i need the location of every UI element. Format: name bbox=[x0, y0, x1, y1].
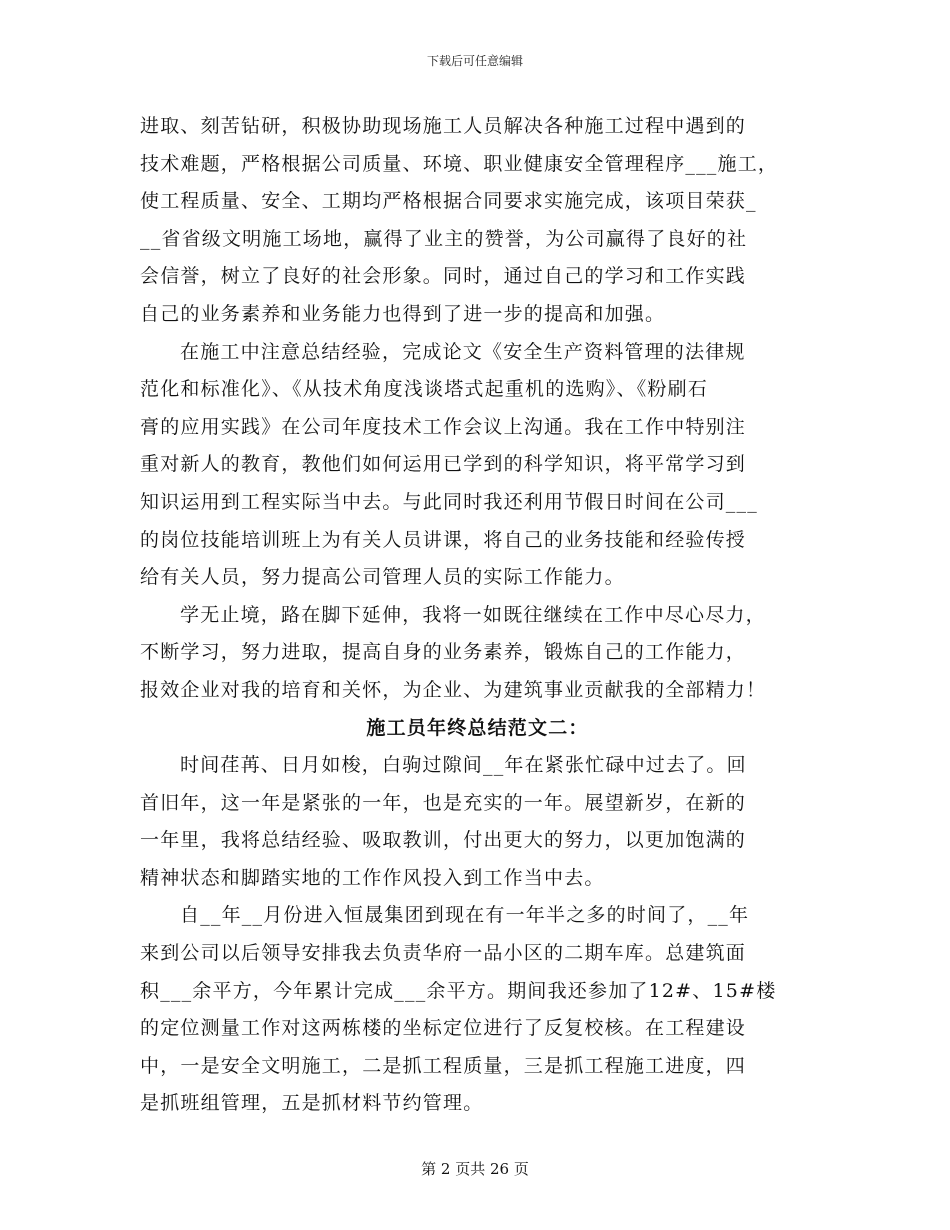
page-header-note: 下载后可任意编辑 bbox=[426, 54, 523, 68]
text-line: 范化和标准化》、《从技术角度浅谈塔式起重机的选购》、《粉刷石 bbox=[140, 378, 709, 401]
text-line: 的定位测量工作对这两栋楼的坐标定位进行了反复校核。在工程建设 bbox=[140, 1017, 747, 1040]
text-line: 是抓班组管理，五是抓材料节约管理。 bbox=[140, 1092, 484, 1115]
text-line: 不断学习，努力进取，提高自身的业务素养，锻炼自己的工作能力， bbox=[140, 641, 747, 664]
section-heading: 施工员年终总结范文二： bbox=[366, 716, 589, 739]
text-line: 精神状态和脚踏实地的工作作风投入到工作当中去。 bbox=[140, 866, 605, 889]
paragraph-start-line: 学无止境，路在脚下延伸，我将一如既往继续在工作中尽心尽力， bbox=[180, 603, 766, 626]
paragraph-start-line: 时间荏苒、日月如梭，白驹过隙间__年在紧张忙碌中过去了。回 bbox=[180, 754, 747, 777]
text-line: 中，一是安全文明施工，二是抓工程质量，三是抓工程施工进度，四 bbox=[140, 1054, 747, 1077]
text-line: 进取、刻苦钻研，积极协助现场施工人员解决各种施工过程中遇到的 bbox=[140, 115, 747, 137]
text-line: 来到公司以后领导安排我去负责华府一品小区的二期车库。总建筑面 bbox=[140, 942, 747, 965]
text-line: 使工程质量、安全、工期均严格根据合同要求实施完成，该项目荣获_ bbox=[140, 190, 757, 213]
text-line: 给有关人员，努力提高公司管理人员的实际工作能力。 bbox=[140, 566, 625, 589]
text-line: 积___余平方，今年累计完成___余平方。期间我还参加了12#、15#楼 bbox=[140, 979, 777, 1002]
text-line: 技术难题，严格根据公司质量、环境、职业健康安全管理程序___施工， bbox=[140, 152, 779, 175]
text-line: __省省级文明施工场地，赢得了业主的赞誉，为公司赢得了良好的社 bbox=[140, 227, 748, 250]
text-line: 自己的业务素养和业务能力也得到了进一步的提高和加强。 bbox=[140, 302, 666, 325]
text-line: 的岗位技能培训班上为有关人员讲课，将自己的业务技能和经验传授 bbox=[140, 528, 747, 551]
page-number-footer: 第 2 页共 26 页 bbox=[421, 1160, 529, 1178]
paragraph-start-line: 自__年__月份进入恒晟集团到现在有一年半之多的时间了，__年 bbox=[180, 904, 750, 927]
text-line: 一年里，我将总结经验、吸取教训，付出更大的努力，以更加饱满的 bbox=[140, 829, 747, 852]
text-line: 知识运用到工程实际当中去。与此同时我还利用节假日时间在公司___ bbox=[140, 490, 758, 513]
text-line: 首旧年，这一年是紧张的一年，也是充实的一年。展望新岁，在新的 bbox=[140, 791, 747, 814]
paragraph-start-line: 在施工中注意总结经验，完成论文《安全生产资料管理的法律规 bbox=[180, 340, 746, 363]
document-body bbox=[140, 108, 815, 1123]
text-line: 报效企业对我的培育和关怀，为企业、为建筑事业贡献我的全部精力！ bbox=[140, 678, 767, 701]
text-line: 膏的应用实践》在公司年度技术工作会议上沟通。我在工作中特别注 bbox=[140, 415, 747, 438]
text-line: 会信誉，树立了良好的社会形象。同时，通过自己的学习和工作实践 bbox=[140, 265, 747, 288]
text-line: 重对新人的教育，教他们如何运用已学到的科学知识，将平常学习到 bbox=[140, 453, 747, 476]
